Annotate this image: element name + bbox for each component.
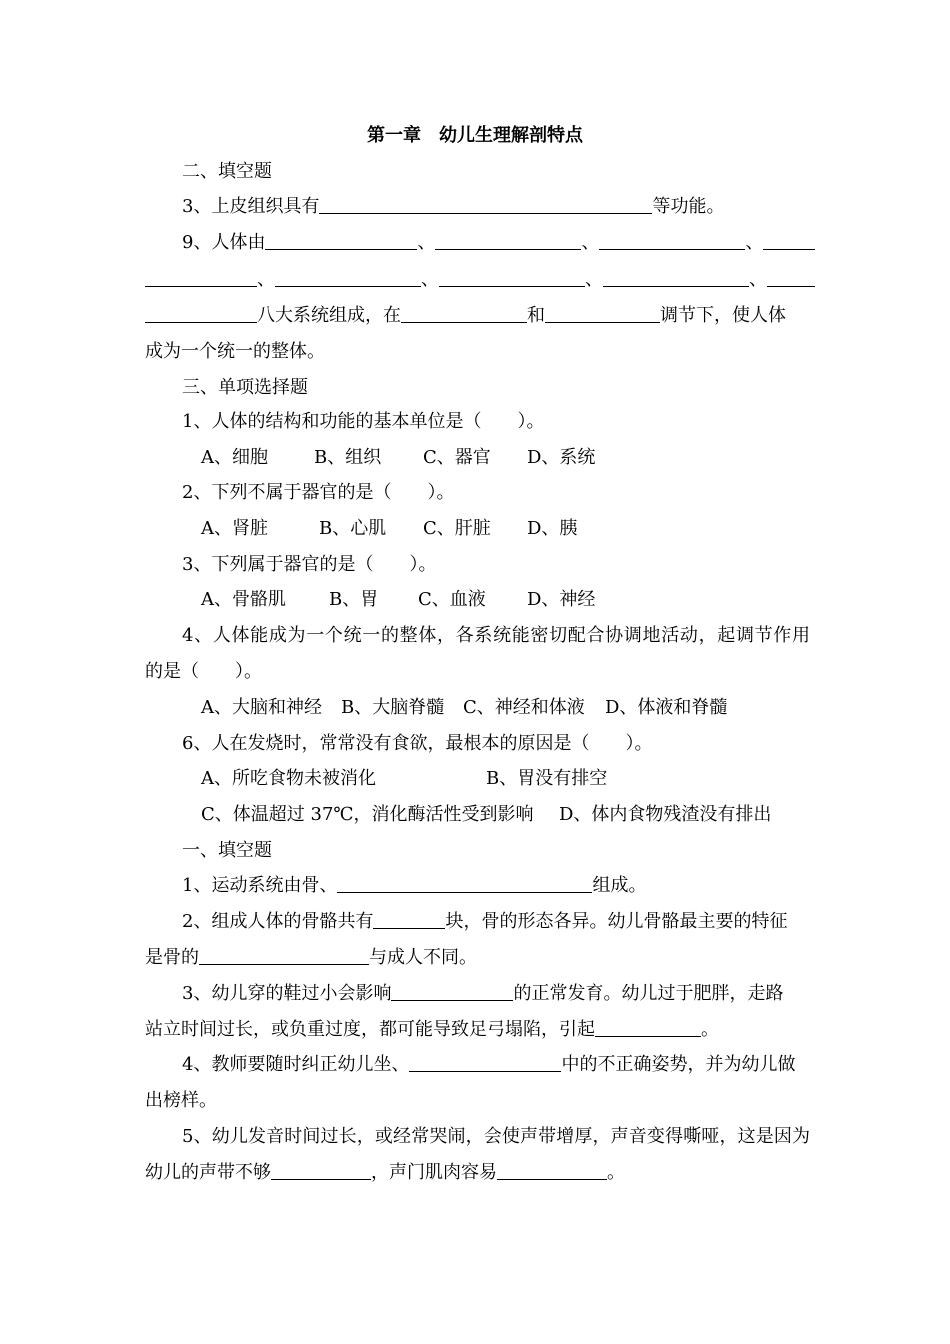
question-text: 与成人不同。 — [369, 947, 477, 968]
question-text: 中的不正确姿势，并为幼儿做 — [561, 1054, 796, 1075]
option-a: A、肾脏 — [201, 518, 268, 539]
question-text: 八大系统组成，在 — [257, 305, 401, 326]
choice-question-1: 1、人体的结构和功能的基本单位是（ ）。 — [182, 411, 545, 432]
option-b: B、胃没有排空 — [486, 768, 608, 789]
option-d: D、胰 — [527, 518, 578, 539]
question-text: 3、幼儿穿的鞋过小会影响 — [182, 983, 392, 1004]
answer-blank — [319, 195, 652, 214]
fill-question-9-line-2 — [145, 268, 810, 292]
answer-blank — [265, 231, 417, 250]
option-a: A、所吃食物未被消化 — [201, 768, 376, 789]
separator: 、 — [417, 232, 436, 253]
choice-question-4-line-2: 的是（ ）。 — [145, 661, 262, 682]
answer-blank — [767, 268, 815, 287]
fill-question-2-line-1 — [145, 910, 810, 934]
fill-question-3b-line-1 — [145, 982, 810, 1006]
fill-question-1 — [145, 874, 810, 898]
choice-question-4-line-1: 4、人体能成为一个统一的整体，各系统能密切配合协调地活动，起调节作用 — [182, 625, 810, 646]
answer-blank — [337, 874, 592, 893]
answer-blank — [599, 231, 745, 250]
option-c: C、器官 — [423, 447, 491, 468]
choice-options-3 — [145, 588, 810, 612]
question-text: 组成。 — [592, 875, 647, 896]
option-d: D、神经 — [527, 589, 596, 610]
question-text: 调节下，使人体 — [660, 305, 786, 326]
question-text: 是骨的 — [145, 947, 199, 968]
chapter-title: 第一章 幼儿生理解剖特点 — [367, 125, 583, 146]
answer-blank — [199, 946, 369, 965]
question-text: 块，骨的形态各异。幼儿骨骼最主要的特征 — [445, 911, 788, 932]
option-d: D、系统 — [527, 447, 596, 468]
answer-blank — [391, 982, 513, 1001]
fill-question-5-line-1: 5、幼儿发音时间过长，或经常哭闹，会使声带增厚，声音变得嘶哑，这是因为 — [182, 1126, 810, 1147]
choice-question-3: 3、下列属于器官的是（ ）。 — [182, 554, 437, 575]
answer-blank — [409, 1053, 561, 1072]
option-c: C、血液 — [418, 589, 486, 610]
answer-blank — [603, 268, 749, 287]
option-c: C、体温超过 37℃，消化酶活性受到影响 — [201, 804, 534, 825]
separator: 、 — [421, 269, 439, 290]
option-b: B、组织 — [314, 447, 382, 468]
section-heading-fill-in-2: 一、填空题 — [182, 840, 272, 861]
choice-options-6-row-1 — [145, 767, 810, 791]
separator: 、 — [581, 232, 600, 253]
question-text: 4、教师要随时纠正幼儿坐、 — [182, 1054, 410, 1075]
option-b: B、心肌 — [319, 518, 387, 539]
option-c: C、肝脏 — [423, 518, 491, 539]
answer-blank — [545, 304, 660, 323]
separator: 、 — [585, 269, 603, 290]
choice-options-4 — [145, 696, 810, 720]
fill-question-9-line-4: 成为一个统一的整体。 — [145, 341, 325, 362]
question-text: 等功能。 — [652, 196, 725, 217]
choice-options-6-row-2 — [145, 803, 810, 827]
answer-blank — [435, 231, 581, 250]
section-heading-single-choice: 三、单项选择题 — [182, 377, 308, 398]
question-text: 和 — [527, 305, 545, 326]
separator: 、 — [749, 269, 767, 290]
answer-blank — [145, 304, 257, 323]
option-a: A、大脑和神经 — [201, 697, 322, 718]
answer-blank — [373, 910, 445, 929]
question-text: 1、运动系统由骨、 — [182, 875, 338, 896]
question-text: 幼儿的声带不够 — [145, 1162, 271, 1183]
question-text: ，声门肌肉容易 — [371, 1162, 497, 1183]
section-heading-fill-in: 二、填空题 — [182, 161, 272, 182]
fill-question-3 — [145, 195, 810, 219]
option-a: A、骨骼肌 — [201, 589, 286, 610]
question-text: 3、上皮组织具有 — [182, 196, 320, 217]
question-text: 2、组成人体的骨骼共有 — [182, 911, 374, 932]
answer-blank — [497, 1161, 607, 1180]
separator: 、 — [745, 232, 764, 253]
option-d: D、体内食物残渣没有排出 — [559, 804, 772, 825]
answer-blank — [275, 268, 421, 287]
answer-blank — [439, 268, 585, 287]
option-b: B、大脑脊髓 — [341, 697, 445, 718]
answer-blank — [763, 231, 815, 250]
question-text: 。 — [607, 1162, 625, 1183]
fill-question-9-line-3 — [145, 304, 810, 328]
option-a: A、细胞 — [201, 447, 268, 468]
question-text: 的正常发育。幼儿过于肥胖，走路 — [513, 983, 784, 1004]
choice-options-1 — [145, 446, 810, 470]
answer-blank — [271, 1161, 371, 1180]
answer-blank — [401, 304, 527, 323]
fill-question-4-line-2: 出榜样。 — [145, 1090, 217, 1111]
fill-question-4-line-1 — [145, 1053, 810, 1077]
separator: 、 — [257, 269, 275, 290]
fill-question-9-line-1 — [145, 231, 810, 255]
question-text: 9、人体由 — [182, 232, 266, 253]
question-text: 。 — [701, 1019, 719, 1040]
answer-blank — [595, 1018, 701, 1037]
question-text: 站立时间过长，或负重过度，都可能导致足弓塌陷，引起 — [145, 1019, 595, 1040]
choice-question-6: 6、人在发烧时，常常没有食欲，最根本的原因是（ ）。 — [182, 733, 653, 754]
fill-question-5-line-2 — [145, 1161, 810, 1185]
option-c: C、神经和体液 — [463, 697, 585, 718]
answer-blank — [145, 268, 257, 287]
fill-question-3b-line-2 — [145, 1018, 810, 1042]
option-b: B、胃 — [329, 589, 379, 610]
option-d: D、体液和脊髓 — [605, 697, 728, 718]
fill-question-2-line-2 — [145, 946, 810, 970]
choice-question-2: 2、下列不属于器官的是（ ）。 — [182, 482, 455, 503]
choice-options-2 — [145, 517, 810, 541]
